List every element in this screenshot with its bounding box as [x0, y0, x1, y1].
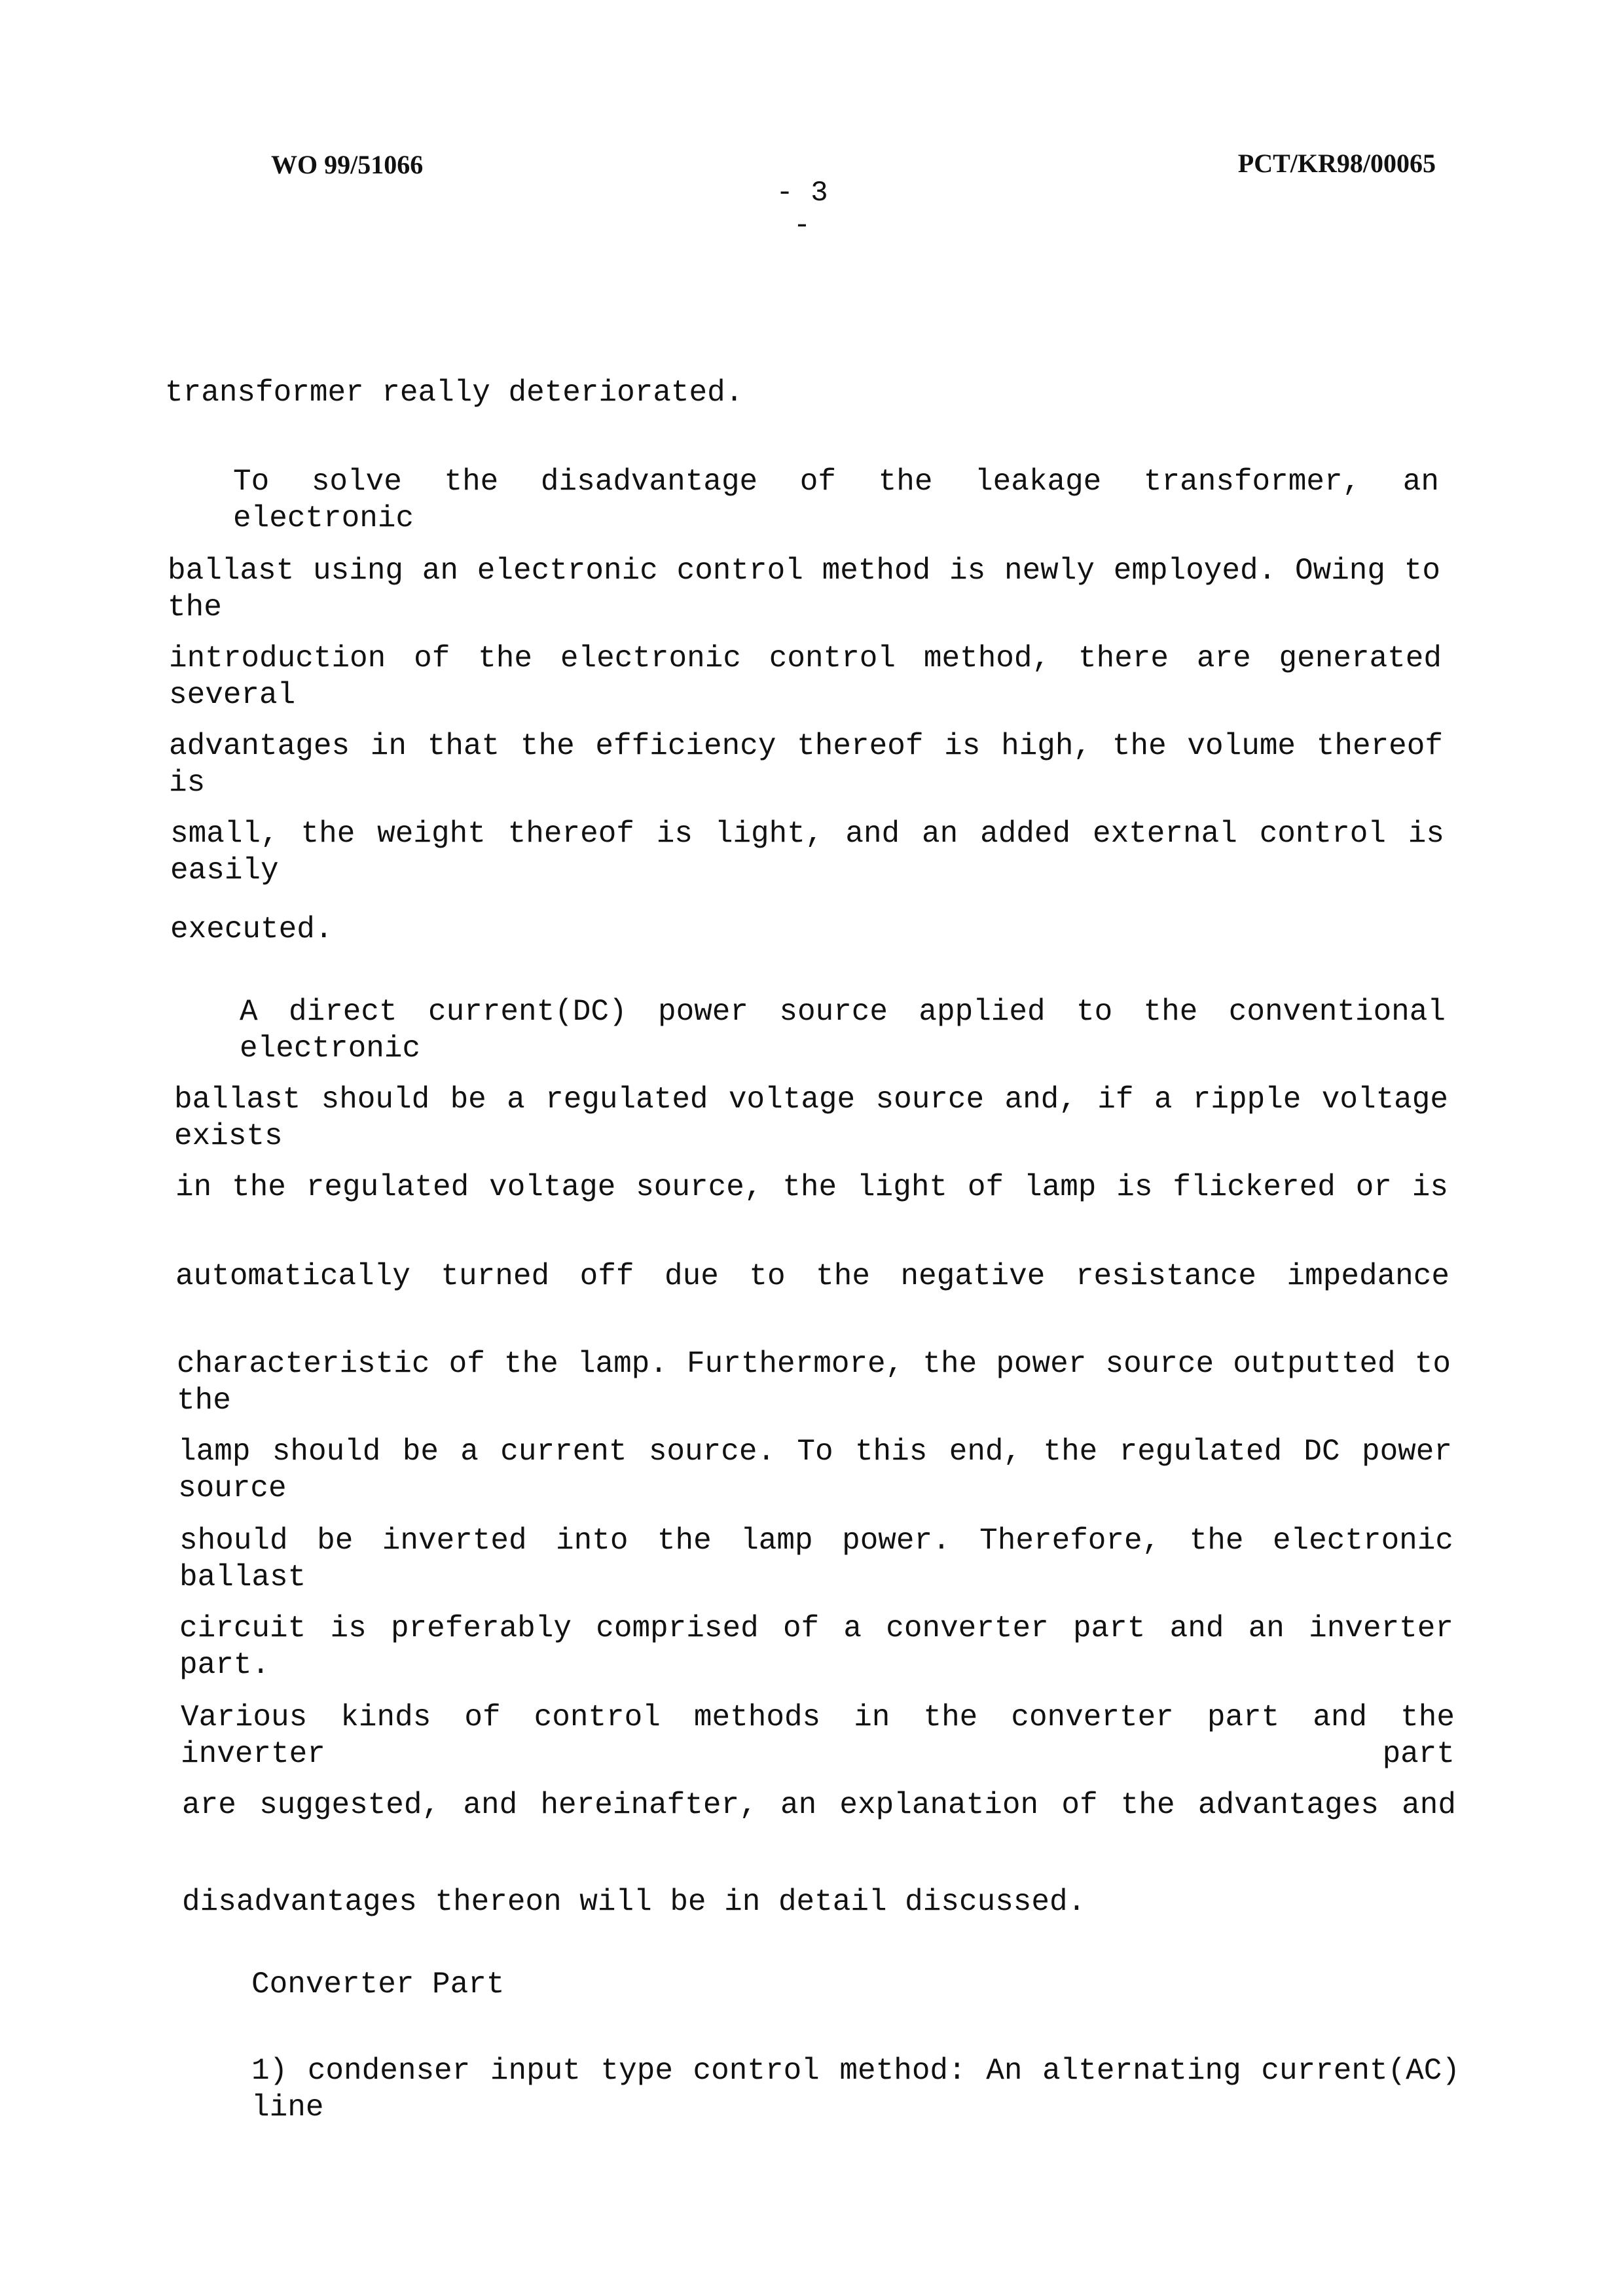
body-line: disadvantages thereon will be in detail discussed.: [182, 1885, 1086, 1919]
body-line: Various kinds of control methods in the converter part and the inverter part: [181, 1700, 1455, 1771]
body-line: advantages in that the efficiency thereof is high, the volume thereof is: [169, 729, 1443, 800]
body-line: small, the weight thereof is light, and an added external control is easily: [170, 817, 1444, 888]
body-line: transformer really deteriorated.: [165, 376, 744, 410]
page-number: - 3 -: [776, 177, 828, 242]
body-line: in the regulated voltage source, the light of lamp is flickered or is: [175, 1170, 1448, 1204]
body-line: are suggested, and hereinafter, an explanation of the advantages and: [182, 1788, 1456, 1822]
body-line: A direct current(DC) power source applied to the conventional electronic: [240, 995, 1446, 1066]
publication-number: WO 99/51066: [271, 150, 424, 179]
body-line: ballast should be a regulated voltage source and, if a ripple voltage exists: [174, 1083, 1448, 1153]
body-line: characteristic of the lamp. Furthermore, the power source outputted to the: [177, 1347, 1451, 1418]
body-line: executed.: [170, 912, 333, 946]
body-line: should be inverted into the lamp power. Therefore, the electronic ballast: [179, 1524, 1453, 1594]
body-line: To solve the disadvantage of the leakage transformer, an electronic: [233, 465, 1439, 535]
body-line: automatically turned off due to the negative resistance impedance: [175, 1259, 1450, 1293]
body-line: ballast using an electronic control method is newly employed. Owing to the: [168, 554, 1440, 624]
body-line: circuit is preferably comprised of a converter part and an inverter part.: [179, 1611, 1453, 1682]
body-line: introduction of the electronic control method, there are generated several: [169, 641, 1442, 712]
application-number: PCT/KR98/00065: [1237, 149, 1436, 178]
body-line: 1) condenser input type control method: An alternating current(AC) line: [251, 2054, 1460, 2125]
body-line: lamp should be a current source. To this end, the regulated DC power source: [178, 1435, 1452, 1505]
section-heading: Converter Part: [251, 1967, 505, 2001]
